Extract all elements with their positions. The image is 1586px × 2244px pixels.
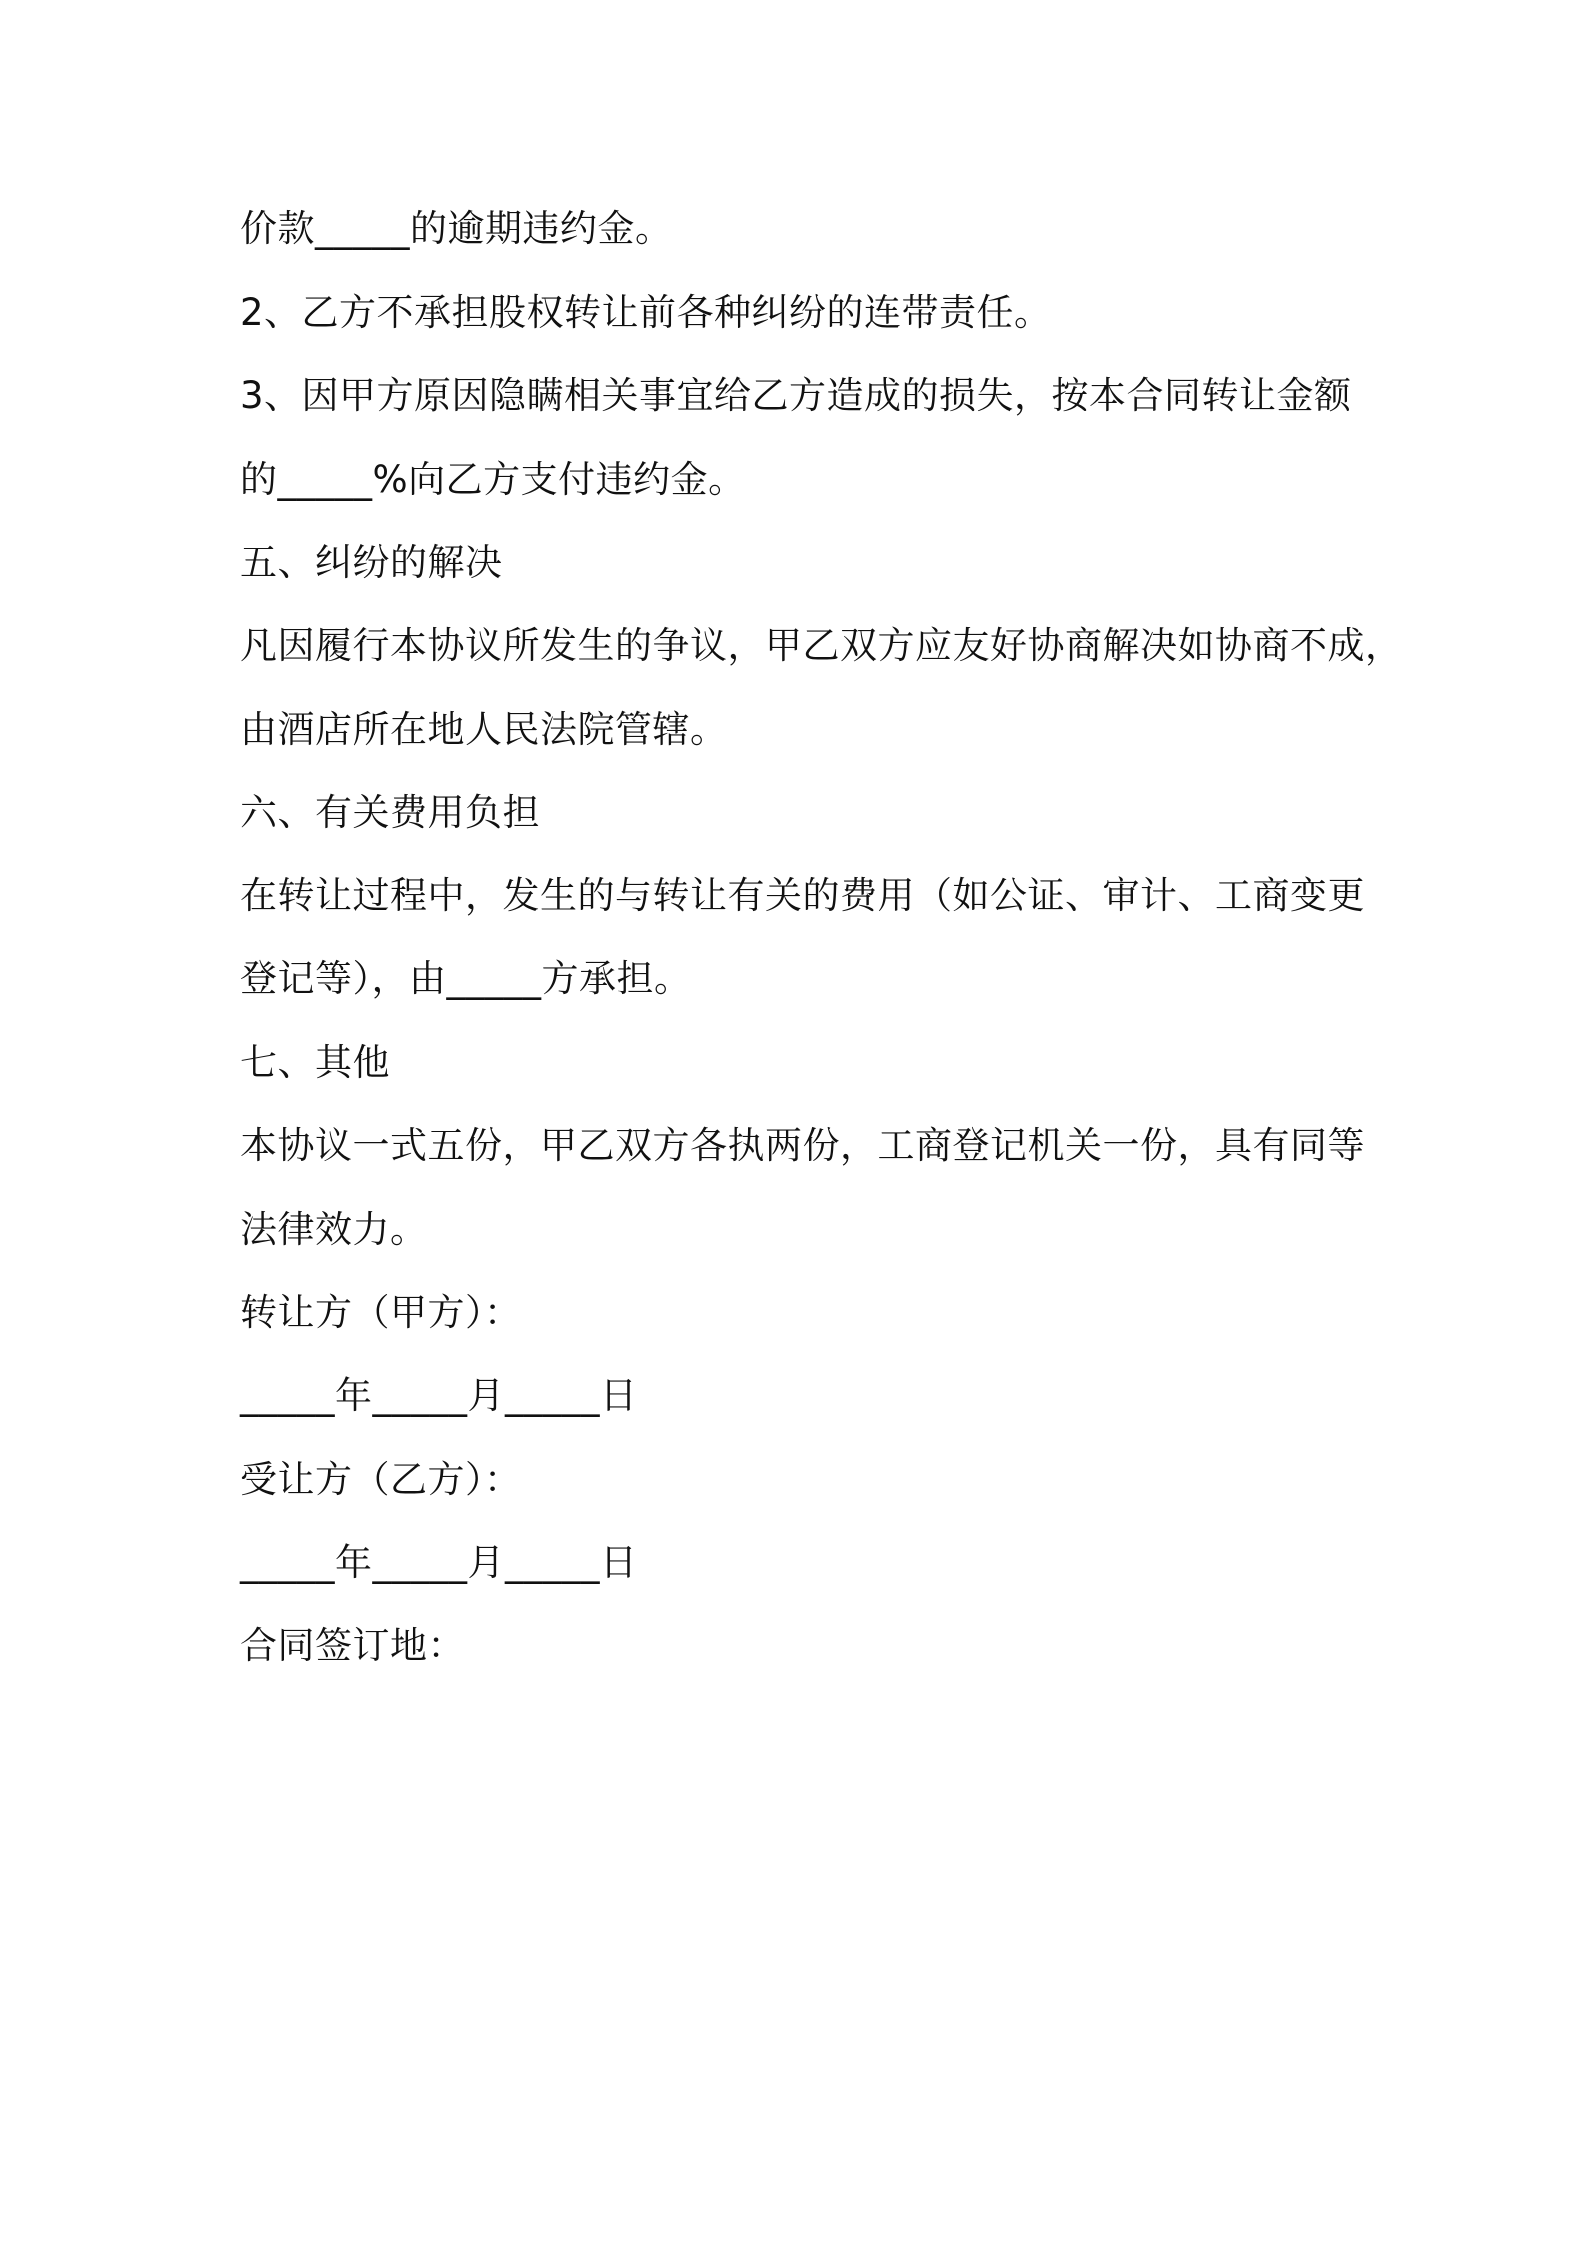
- section-5-heading: 五、纠纷的解决: [240, 541, 503, 584]
- penalty-clause-continuation: 价款_____的逾期违约金。: [240, 207, 673, 250]
- section-5-text: 凡因履行本协议所发生的争议，甲乙双方应友好协商解决如协商不成，: [240, 624, 1403, 667]
- transferee-label: 受让方（乙方）：: [240, 1458, 522, 1501]
- section-6-text-continuation: 登记等），由_____方承担。: [240, 957, 692, 1000]
- clause-3-text-continuation: 的_____%向乙方支付违约金。: [240, 458, 746, 501]
- section-7-text-continuation: 法律效力。: [240, 1208, 428, 1251]
- transferee-date: _____年_____月_____日: [240, 1541, 638, 1584]
- transferor-label: 转让方（甲方）：: [240, 1291, 522, 1334]
- signing-place-label: 合同签订地：: [240, 1624, 465, 1667]
- section-7-text: 本协议一式五份，甲乙双方各执两份，工商登记机关一份，具有同等: [240, 1124, 1365, 1167]
- clause-2-text: 2、乙方不承担股权转让前各种纠纷的连带责任。: [240, 291, 1052, 334]
- section-6-text: 在转让过程中，发生的与转让有关的费用（如公证、审计、工商变更: [240, 874, 1365, 917]
- transferor-date: _____年_____月_____日: [240, 1374, 638, 1417]
- clause-3-text: 3、因甲方原因隐瞒相关事宜给乙方造成的损失，按本合同转让金额: [240, 374, 1352, 417]
- section-6-heading: 六、有关费用负担: [240, 791, 540, 834]
- section-5-text-continuation: 由酒店所在地人民法院管辖。: [240, 708, 728, 751]
- section-7-heading: 七、其他: [240, 1041, 390, 1084]
